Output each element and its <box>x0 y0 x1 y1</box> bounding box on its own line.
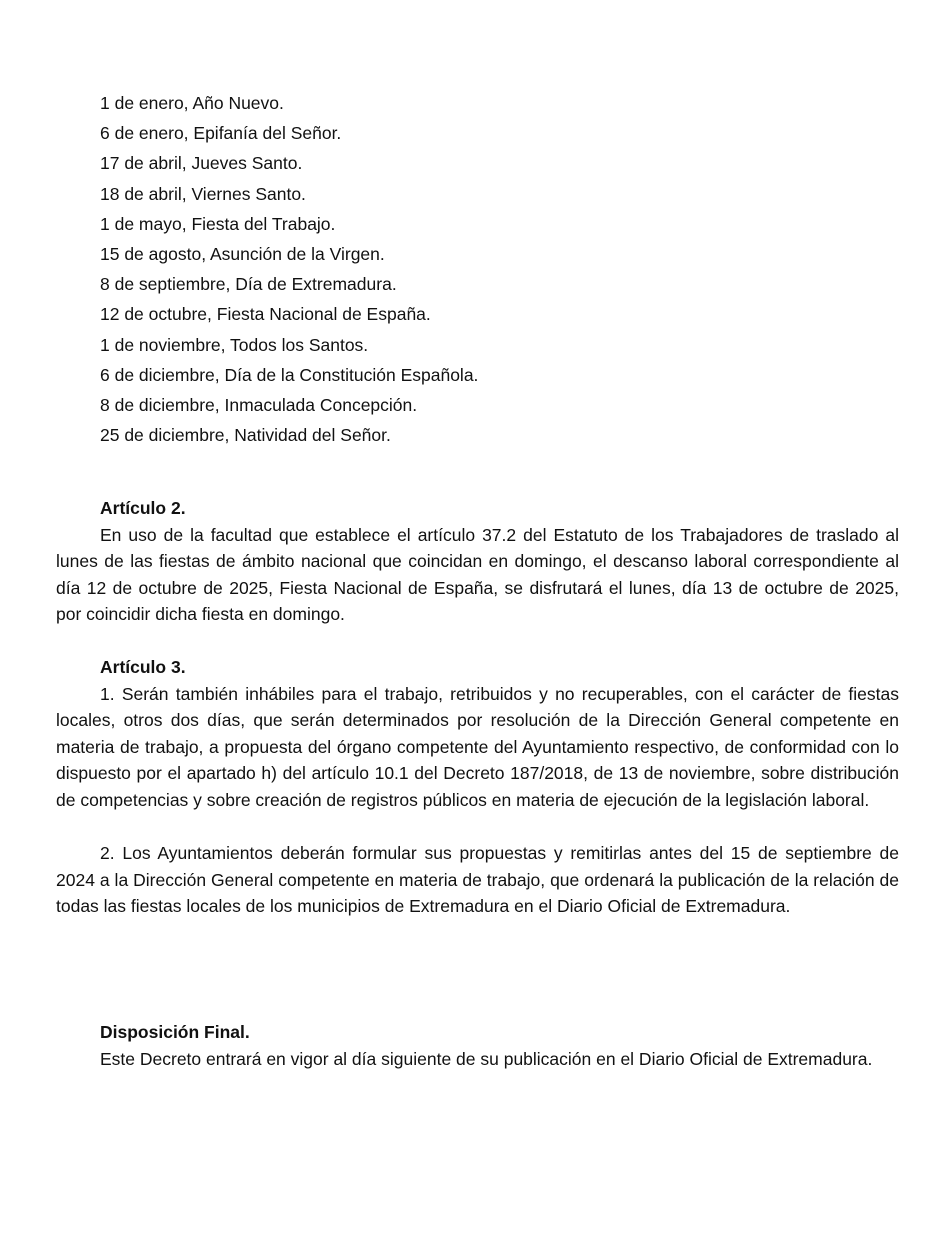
articulo-2-section <box>56 495 899 628</box>
articulo-2-heading: Artículo 2. <box>100 498 186 518</box>
list-item: 1 de enero, Año Nuevo. <box>100 93 284 113</box>
list-item: 8 de diciembre, Inmaculada Concepción. <box>100 395 418 416</box>
list-item: 25 de diciembre, Natividad del Señor. <box>100 425 391 446</box>
articulo-2-paragraph: En uso de la facultad que establece el artículo 37.2 del Estatuto de los Trabajadores de traslado al lunes de las fiestas de ámbito nacional que coincidan en domingo, el descanso laboral correspondiente al día 12 de octubre de 2025, Fiesta Nacional de España, se disfrutará el lunes, día 13 de octubre de 2025, por coincidir dicha fiesta en domingo. <box>56 524 899 625</box>
list-item: 12 de octubre, Fiesta Nacional de España. <box>100 304 431 325</box>
list-item: 6 de enero, Epifanía del Señor. <box>100 123 342 144</box>
articulo-3-section <box>56 654 899 920</box>
list-item: 15 de agosto, Asunción de la Virgen. <box>100 244 385 265</box>
disposicion-final-heading: Disposición Final. <box>100 1022 250 1042</box>
articulo-3-heading: Artículo 3. <box>100 657 186 677</box>
list-item: 6 de diciembre, Día de la Constitución Española. <box>100 364 479 385</box>
disposicion-final-section <box>56 1019 899 1072</box>
list-item: 8 de septiembre, Día de Extremadura. <box>100 274 397 295</box>
list-item: 1 de noviembre, Todos los Santos. <box>100 334 369 355</box>
holiday-list <box>100 88 478 450</box>
list-item: 1 de mayo, Fiesta del Trabajo. <box>100 213 336 234</box>
list-item: 17 de abril, Jueves Santo. <box>100 153 303 174</box>
disposicion-final-paragraph: Este Decreto entrará en vigor al día siguiente de su publicación en el Diario Oficial de Extremadura. <box>100 1048 873 1069</box>
articulo-3-paragraph-2: 2. Los Ayuntamientos deberán formular sus propuestas y remitirlas antes del 15 de septiembre de 2024 a la Dirección General competente en materia de trabajo, que ordenará la publicación de la relación de todas las fiestas locales de los municipios de Extremadura en el Diario Oficial de Extremadura. <box>56 843 899 917</box>
articulo-3-paragraph-1: 1. Serán también inhábiles para el trabajo, retribuidos y no recuperables, con el carácter de fiestas locales, otros dos días, que serán determinados por resolución de la Dirección General competente en materia de trabajo, a propuesta del órgano competente del Ayuntamiento respectivo, de conformidad con lo dispuesto por el apartado h) del artículo 10.1 del Decreto 187/2018, de 13 de noviembre, sobre distribución de competencias y sobre creación de registros públicos en materia de ejecución de la legislación laboral. <box>56 683 899 810</box>
list-item: 18 de abril, Viernes Santo. <box>100 183 306 204</box>
